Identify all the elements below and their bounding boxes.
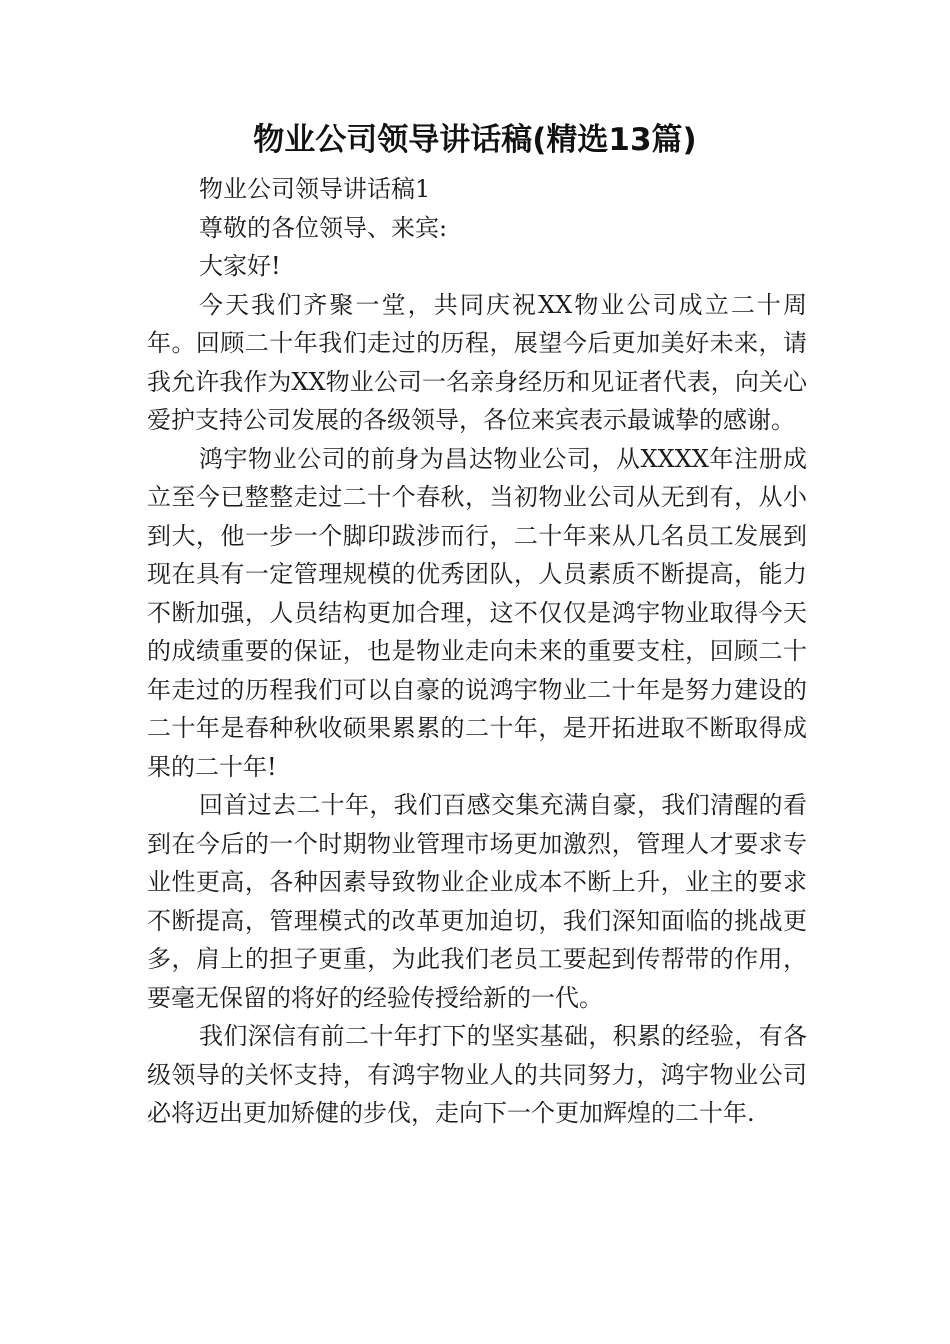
- salutation: 尊敬的各位领导、来宾:: [199, 213, 448, 242]
- body-paragraph: 鸿宇物业公司的前身为昌达物业公司，从XXXX年注册成立至今已整整走过二十个春秋，当初物业公司从无到有，从小到大，他一步一个脚印跋涉而行，二十年来从几名员工发展到现在具有一定管理规模的优秀团队，人员素质不断提高，能力不断加强，人员结构更加合理，这不仅仅是鸿宇物业取得今天的成绩重要的保证，也是物业走向未来的重要支柱，回顾二十年走过的历程我们可以自豪的说鸿宇物业二十年是努力建设的二十年是春种秋收硕果累累的二十年，是开拓进取不断取得成果的二十年!: [147, 444, 807, 781]
- body-paragraph: 今天我们齐聚一堂，共同庆祝XX物业公司成立二十周年。回顾二十年我们走过的历程，展望今后更加美好未来，请我允许我作为XX物业公司一名亲身经历和见证者代表，向关心爱护支持公司发展的各级领导，各位来宾表示最诚挚的感谢。: [147, 290, 807, 434]
- document-title: 物业公司领导讲话稿(精选13篇): [253, 122, 697, 158]
- body-paragraph: 我们深信有前二十年打下的坚实基础，积累的经验，有各级领导的关怀支持，有鸿宇物业人的共同努力，鸿宇物业公司必将迈出更加矫健的步伐，走向下一个更加辉煌的二十年.: [147, 1022, 807, 1127]
- greeting: 大家好!: [199, 252, 281, 280]
- body-paragraph: 回首过去二十年，我们百感交集充满自豪，我们清醒的看到在今后的一个时期物业管理市场更加激烈，管理人才要求专业性更高，各种因素导致物业企业成本不断上升，业主的要求不断提高，管理模式的改革更加迫切，我们深知面临的挑战更多，肩上的担子更重，为此我们老员工要起到传帮带的作用，要毫无保留的将好的经验传授给新的一代。: [147, 791, 807, 1012]
- section-heading: 物业公司领导讲话稿1: [199, 175, 431, 203]
- document-body: [147, 170, 807, 1133]
